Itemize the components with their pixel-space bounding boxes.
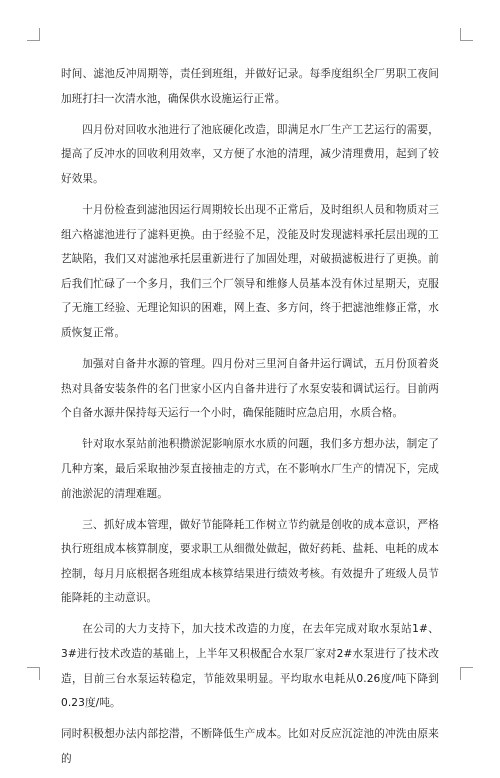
paragraph-cost-reduction: 同时积极想办法内部挖潜，不断降低生产成本。比如对反应沉淀池的冲洗由原来的: [61, 728, 439, 765]
paragraph-recycle-pool: 四月份对回收水池进行了池底硬化改造，即满足水厂生产工艺运行的需要，提高了反冲水的回收利用效率，又方便了水池的清理，减少清理费用，起到了较好效果。: [61, 123, 439, 185]
paragraph-pump-station-silt: 针对取水泵站前池积攒淤泥影响原水水质的问题，我们多方想办法，制定了几种方案，最后采取抽沙泵直接抽走的方式，在不影响水厂生产的情况下，完成前池淤泥的清理难题。: [61, 438, 439, 500]
crop-mark-top-right: [460, 28, 473, 41]
paragraph-technical-upgrade: 在公司的大力支持下，加大技术改造的力度，在去年完成对取水泵站1#、3#进行技术改造的基础上，上半年又积极配合水泵厂家对2#水泵进行了技术改造，目前三台水泵运转稳定，节能效果明显。平均取水电耗从0.26度/吨下降到0.23度/吨。: [61, 623, 439, 710]
paragraph-continuation: 时间、滤池反冲周期等，责任到班组，并做好记录。每季度组织全厂男职工夜间加班打扫一次清水池，确保供水设施运行正常。: [61, 68, 439, 105]
paragraph-filter-maintenance: 十月份检查到滤池因运行周期较长出现不正常后，及时组织人员和物质对三组六格滤池进行了滤料更换。由于经验不足，没能及时发现滤料承托层出现的工艺缺陷，我们又对滤池承托层重新进行了加固处理，对破损滤板进行了更换。前后我们忙碌了一个多月，我们三个厂领导和维修人员基本没有休过星期天，克服了无施工经验、无理论知识的困难，网上查、多方问，终于把滤池维修正常，水质恢复正常。: [61, 203, 439, 339]
crop-mark-bottom-left: [27, 667, 40, 680]
paragraph-well-management: 加强对自备井水源的管理。四月份对三里河自备井运行调试，五月份顶着炎热对具备安装条件的名门世家小区内自备井进行了水泵安装和调试运行。目前两个自备水源井保持每天运行一个小时，确保能随时应急启用，水质合格。: [61, 358, 439, 420]
crop-mark-bottom-right: [460, 667, 473, 680]
crop-mark-top-left: [27, 28, 40, 41]
paragraph-cost-management: 三、抓好成本管理，做好节能降耗工作树立节约就是创收的成本意识，严格执行班组成本核算制度，要求职工从细微处做起，做好药耗、盐耗、电耗的成本控制，每月月底根据各班组成本核算结果进行绩效考核。有效提升了班级人员节能降耗的主动意识。: [61, 518, 439, 605]
document-body: [61, 62, 439, 778]
